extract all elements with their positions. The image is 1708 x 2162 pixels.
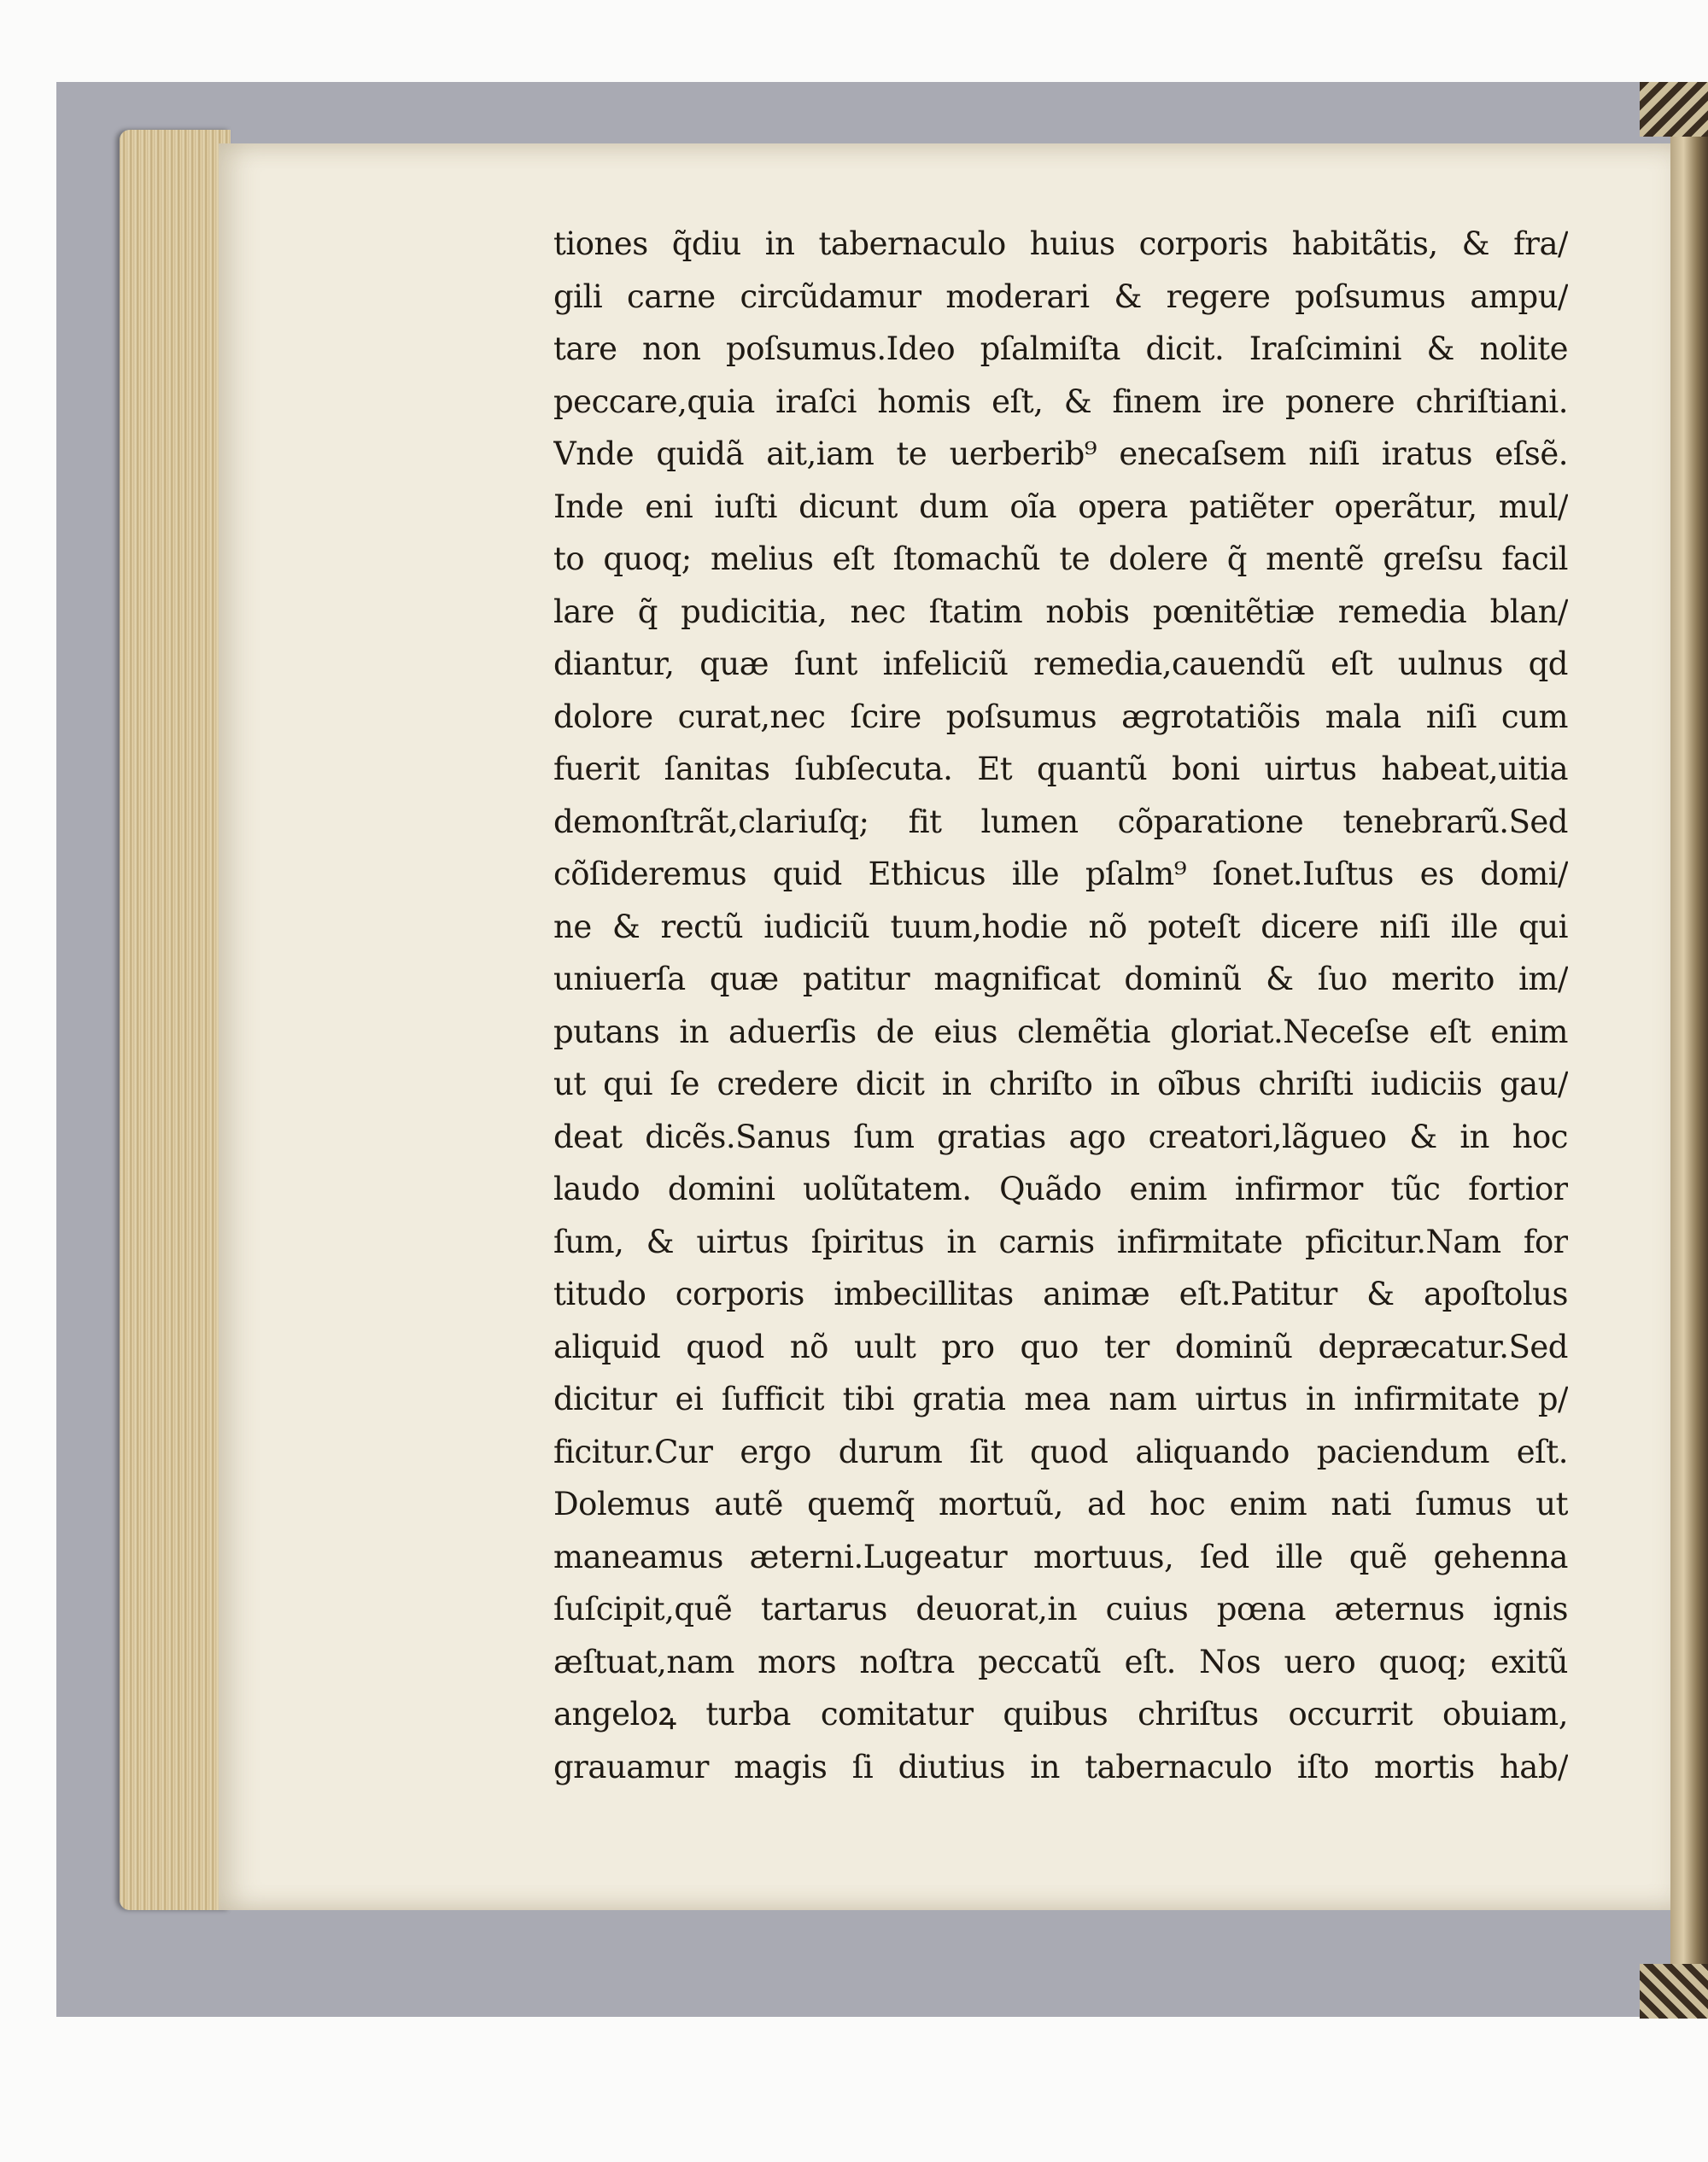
- binding-tailband: [1640, 1964, 1708, 2019]
- text-line: Inde eni iuſti dicunt dum oĩa opera patiẽter operãtur, mul/: [553, 488, 1568, 525]
- text-line: ſuſcipit,quẽ tartarus deuorat,in cuius pœna æternus ignis: [553, 1591, 1568, 1627]
- text-line: titudo corporis imbecillitas animæ eſt.Patitur & apoſtolus: [553, 1276, 1568, 1312]
- text-line: angeloꝝ turba comitatur quibus chriſtus occurrit obuiam,: [553, 1696, 1568, 1733]
- book-binding: [1670, 82, 1708, 2017]
- text-line: tiones q̃diu in tabernaculo huius corporis habitãtis, & fra/: [553, 225, 1568, 262]
- text-line: demonſtrãt,clariuſq; fit lumen cõparatione tenebrarũ.Sed: [553, 803, 1568, 840]
- binding-headband: [1640, 82, 1708, 137]
- text-line: diantur, quæ ſunt infeliciũ remedia,cauendũ eſt uulnus qd: [553, 646, 1568, 682]
- text-line: ne & rectũ iudiciũ tuum,hodie nõ poteſt dicere niſi ille qui: [553, 908, 1568, 945]
- text-line: deat dicẽs.Sanus ſum gratias ago creatori,lãgueo & in hoc: [553, 1118, 1568, 1155]
- text-line: ut qui ſe credere dicit in chriſto in oĩbus chriſti iudiciis gau/: [553, 1066, 1568, 1102]
- text-line: peccare,quia iraſci homis eſt, & finem ire ponere chriſtiani.: [553, 383, 1568, 420]
- text-line: putans in aduerſis de eius clemẽtia gloriat.Neceſse eſt enim: [553, 1013, 1568, 1050]
- text-block: [553, 218, 1568, 1793]
- text-line: laudo domini uolũtatem. Quãdo enim infirmor tũc fortior: [553, 1171, 1568, 1207]
- text-line: æſtuat,nam mors noſtra peccatũ eſt. Nos uero quoq; exitũ: [553, 1643, 1568, 1680]
- page-edges: [120, 130, 231, 1910]
- text-line: dicitur ei ſufficit tibi gratia mea nam uirtus in infirmitate p/: [553, 1381, 1568, 1417]
- text-line: tare non poſsumus.Ideo pſalmiſta dicit. Iraſcimini & nolite: [553, 330, 1568, 367]
- text-line: Vnde quidã ait,iam te uerberib⁹ enecaſsem niſi iratus eſsẽ.: [553, 435, 1568, 472]
- text-line: dolore curat,nec ſcire poſsumus ægrotatiõis mala niſi cum: [553, 698, 1568, 735]
- text-line: gili carne circũdamur moderari & regere poſsumus ampu/: [553, 278, 1568, 315]
- text-line: uniuerſa quæ patitur magnificat dominũ & ſuo merito im/: [553, 961, 1568, 997]
- text-line: ficitur.Cur ergo durum ſit quod aliquando paciendum eſt.: [553, 1433, 1568, 1470]
- text-line: ſum, & uirtus ſpiritus in carnis infirmitate pficitur.Nam for: [553, 1223, 1568, 1260]
- text-line: fuerit ſanitas ſubſecuta. Et quantũ boni uirtus habeat,uitia: [553, 751, 1568, 787]
- text-line: aliquid quod nõ uult pro quo ter dominũ depræcatur.Sed: [553, 1328, 1568, 1365]
- text-line: to quoq; melius eſt ſtomachũ te dolere q̃ mentẽ greſsu facil: [553, 540, 1568, 577]
- text-line: lare q̃ pudicitia, nec ſtatim nobis pœnitẽtiæ remedia blan/: [553, 593, 1568, 630]
- text-line: grauamur magis ſi diutius in tabernaculo iſto mortis hab/: [553, 1748, 1568, 1785]
- text-line: Dolemus autẽ quemq̃ mortuũ, ad hoc enim nati ſumus ut: [553, 1486, 1568, 1522]
- text-line: maneamus æterni.Lugeatur mortuus, ſed ille quẽ gehenna: [553, 1538, 1568, 1575]
- text-line: cõſideremus quid Ethicus ille pſalm⁹ ſonet.Iuſtus es domi/: [553, 856, 1568, 892]
